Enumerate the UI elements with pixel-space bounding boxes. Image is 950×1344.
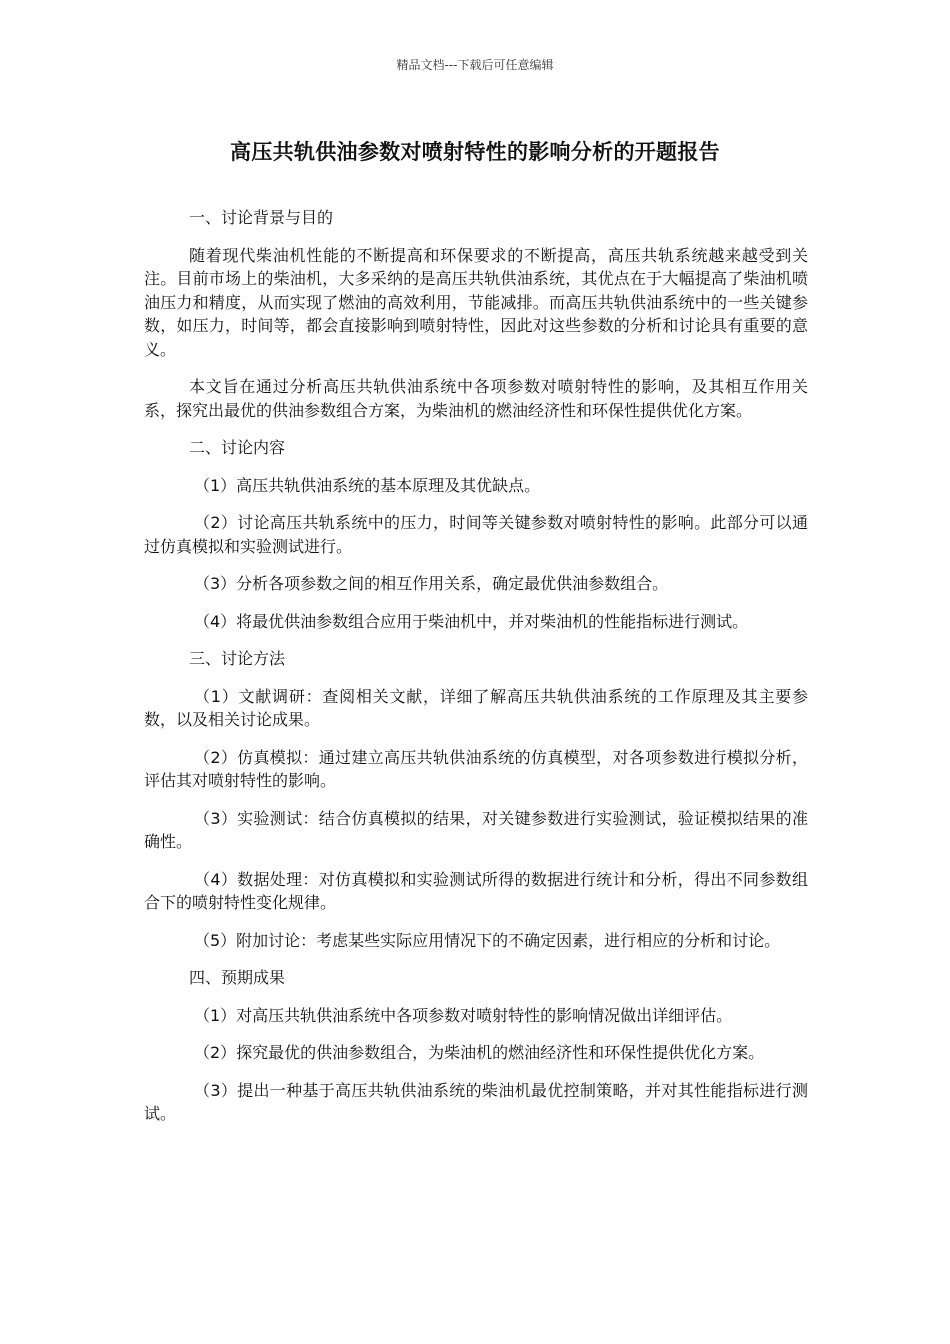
- list-item: （4）将最优供油参数组合应用于柴油机中，并对柴油机的性能指标进行测试。: [194, 611, 749, 631]
- list-item: （5）附加讨论：考虑某些实际应用情况下的不确定因素，进行相应的分析和讨论。: [194, 930, 781, 950]
- list-item: （3）实验测试：结合仿真模拟的结果，对关键参数进行实验测试，验证模拟结果的准确性。: [144, 808, 808, 851]
- section-heading-methods: 三、讨论方法: [189, 649, 286, 668]
- section-heading-content: 二、讨论内容: [189, 438, 286, 457]
- list-item: （2）讨论高压共轨系统中的压力，时间等关键参数对喷射特性的影响。此部分可以通过仿真模拟和实验测试进行。: [144, 513, 808, 556]
- list-item: （2）探究最优的供油参数组合，为柴油机的燃油经济性和环保性提供优化方案。: [194, 1043, 765, 1062]
- header-note: 精品文档---下载后可任意编辑: [396, 58, 554, 72]
- paragraph: 随着现代柴油机性能的不断提高和环保要求的不断提高，高压共轨系统越来越受到关注。目前市场上的柴油机，大多采纳的是高压共轨供油系统，其优点在于大幅提高了柴油机喷油压力和精度，从而实现了燃油的高效利用，节能减排。而高压共轨供油系统中的一些关键参数，如压力，时间等，都会直接影响到喷射特性，因此对这些参数的分析和讨论具有重要的意义。: [144, 245, 808, 359]
- list-item: （2）仿真模拟：通过建立高压共轨供油系统的仿真模型，对各项参数进行模拟分析，评估其对喷射特性的影响。: [144, 747, 808, 790]
- list-item: （1）文献调研：查阅相关文献，详细了解高压共轨供油系统的工作原理及其主要参数，以及相关讨论成果。: [144, 686, 808, 729]
- list-item: （3）提出一种基于高压共轨供油系统的柴油机最优控制策略，并对其性能指标进行测试。: [144, 1080, 808, 1123]
- section-heading-background: 一、讨论背景与目的: [189, 208, 334, 227]
- list-item: （1）高压共轨供油系统的基本原理及其优缺点。: [194, 475, 541, 495]
- list-item: （4）数据处理：对仿真模拟和实验测试所得的数据进行统计和分析，得出不同参数组合下的喷射特性变化规律。: [144, 869, 808, 912]
- document-body: [144, 206, 808, 1140]
- section-heading-results: 四、预期成果: [189, 968, 286, 987]
- paragraph: 本文旨在通过分析高压共轨供油系统中各项参数对喷射特性的影响，及其相互作用关系，探究出最优的供油参数组合方案，为柴油机的燃油经济性和环保性提供优化方案。: [144, 377, 808, 420]
- list-item: （3）分析各项参数之间的相互作用关系，确定最优供油参数组合。: [194, 574, 669, 593]
- document-title: 高压共轨供油参数对喷射特性的影响分析的开题报告: [230, 140, 720, 164]
- list-item: （1）对高压共轨供油系统中各项参数对喷射特性的影响情况做出详细评估。: [194, 1005, 733, 1025]
